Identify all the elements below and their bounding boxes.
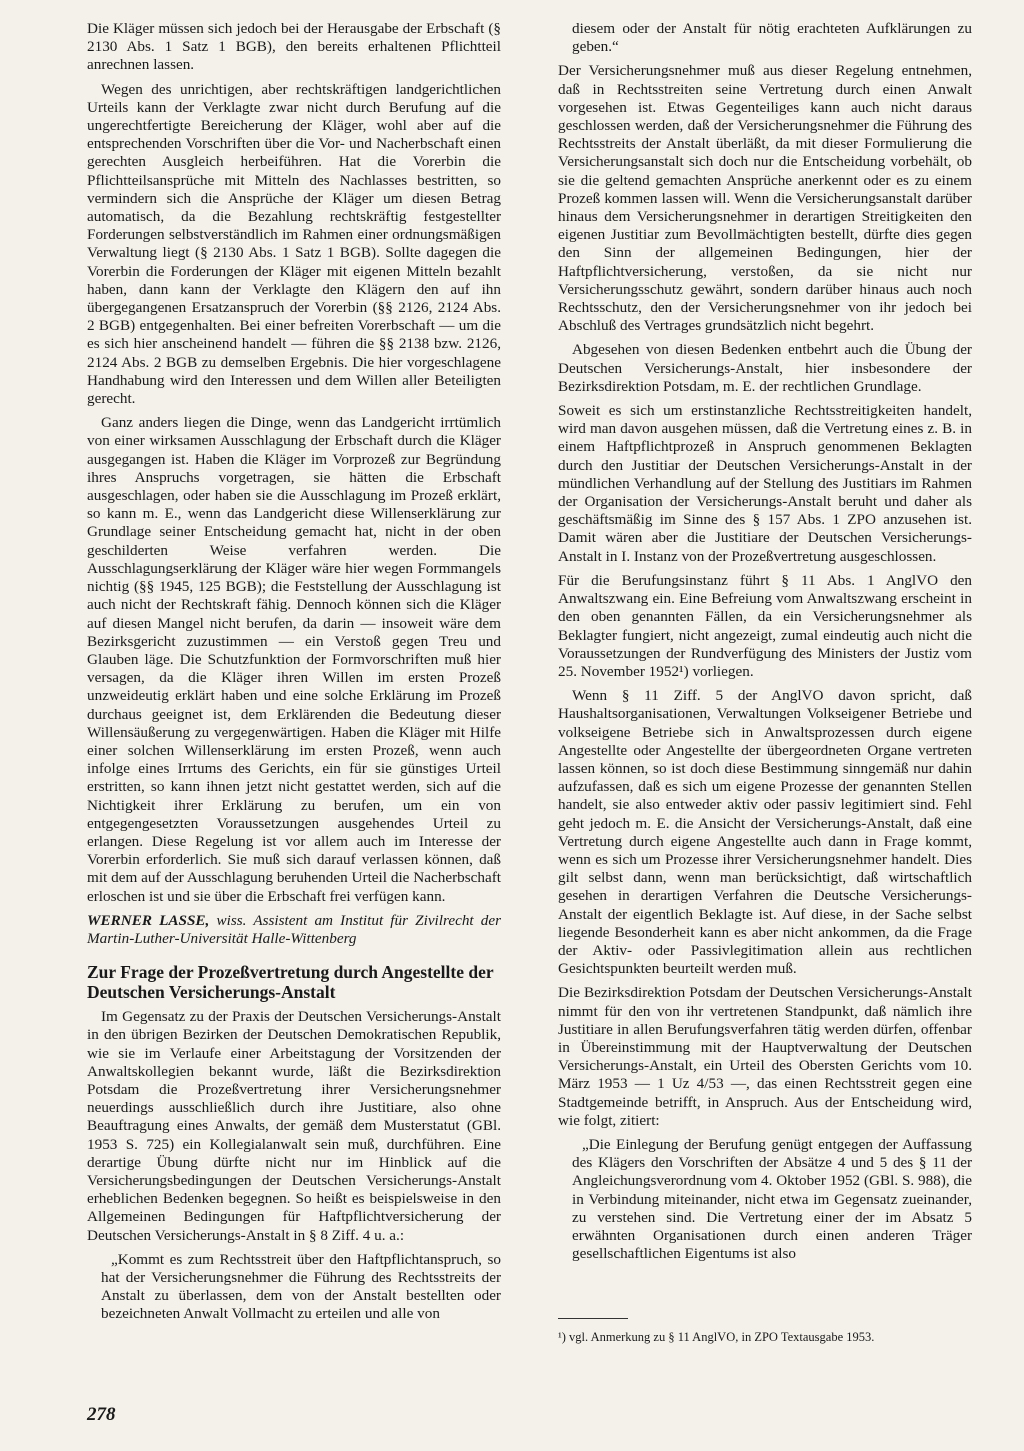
paragraph: Im Gegensatz zu der Praxis der Deutschen Versicherungs-Anstalt in den übrigen Bezirken der Deutschen Demokratischen Republik, wie sie im Verlaufe einer Arbeitstagung der Vorsitzenden der Anwaltskollegien bekannt wurde, läßt die Bezirksdirektion Potsdam die Prozeßvertretung ihrer Versicherungsnehmer neuerdings ausschließlich durch ihre Justitiare, also ohne Beauftragung eines Anwalts, der gemäß dem Musterstatut (GBl. 1953 S. 725) ein Kollegialanwalt sein muß, durchführen. Eine derartige Übung dürfte nicht nur im Hinblick auf die Versicherungsbedingungen der Deutschen Versicherungs-Anstalt erheblichen Bedenken begegnen. So heißt es beispielsweise in den Allgemeinen Bedingungen für Haftpflichtversicherung der Deutschen Versicherungs-Anstalt in § 8 Ziff. 4 u. a.: [87, 1008, 501, 1244]
page-number: 278 [87, 1404, 116, 1425]
paragraph: Wegen des unrichtigen, aber rechtskräftigen landgerichtlichen Urteils kann der Verklagte zwar nicht durch Berufung auf die ungerechtfertigte Bereicherung der Kläger, wohl aber auf die entsprechenden Vorschriften über die Vor- und Nacherbschaft einen gerechten Ausgleich herbeiführen. Hat die Vorerbin die Pflichtteilsansprüche mit Mitteln des Nachlasses bestritten, so vermindern sich die Ansprüche der Kläger um diesen Betrag automatisch, da die Bezahlung rechtskräftig festgestellter Forderungen selbstverständlich im Rahmen einer ordnungsmäßigen Verwaltung liegt (§ 2130 Abs. 1 Satz 1 BGB). Sollte dagegen die Vorerbin die Forderungen der Kläger mit eigenen Mitteln bezahlt haben, dann kann der Verklagte den Klägern den auf ihn übergegangenen Ersatzanspruch der Vorerbin (§§ 2126, 2124 Abs. 2 BGB) entgegenhalten. Bei einer befreiten Vorerbschaft — um die es sich hier anscheinend handelt — führen die §§ 2138 bzw. 2126, 2124 Abs. 2 BGB zu demselben Ergebnis. Die hier vorgeschlagene Handhabung wird den Interessen und dem Willen aller Beteiligten gerecht. [87, 80, 501, 408]
author-line [87, 912, 501, 948]
footnote: ¹) vgl. Anmerkung zu § 11 AnglVO, in ZPO Textausgabe 1953. [558, 1330, 875, 1344]
paragraph: Für die Berufungsinstanz führt § 11 Abs. 1 AnglVO den Anwaltszwang ein. Eine Befreiung vom Anwaltszwang erscheint in den oben genannten Fällen, da ein Versicherungsnehmer als Beklagter fungiert, nicht angezeigt, zumal eindeutig auch nicht die Voraussetzungen der Rundverfügung des Ministers der Justiz vom 25. November 1952¹) vorliegen. [558, 571, 972, 680]
article-heading: Zur Frage der Prozeßvertretung durch Angestellte der Deutschen Versicherungs-Anstalt [87, 962, 494, 1003]
quote: „Kommt es zum Rechtsstreit über den Haftpflichtanspruch, so hat der Versicherungsnehmer die Führung des Rechtsstreits der Anstalt zu überlassen, dem von der Anstalt bestellten oder bezeichneten Anwalt Vollmacht zu erteilen und alle von [101, 1250, 501, 1323]
quote-continuation: diesem oder der Anstalt für nötig erachteten Aufklärungen zu geben.“ [572, 20, 972, 56]
paragraph: Die Kläger müssen sich jedoch bei der Herausgabe der Erbschaft (§ 2130 Abs. 1 Satz 1 BGB), den bereits erhaltenen Pflichtteil anrechnen lassen. [87, 20, 501, 74]
paragraph: Die Bezirksdirektion Potsdam der Deutschen Versicherungs-Anstalt nimmt für den von ihr vertretenen Standpunkt, daß nämlich ihre Justitiare in allen Berufungsverfahren tätig werden dürfen, offenbar in Übereinstimmung mit der Hauptverwaltung der Deutschen Versicherungs-Anstalt, ein Urteil des Obersten Gerichts vom 10. März 1953 — 1 Uz 4/53 —, das einen Rechtsstreit gegen eine Stadtgemeinde betrifft, in Anspruch. Aus der Entscheidung wird, wie folgt, zitiert: [558, 984, 972, 1129]
footnote-divider [558, 1318, 628, 1319]
paragraph: Wenn § 11 Ziff. 5 der AnglVO davon spricht, daß Haushaltsorganisationen, Verwaltungen Volkseigener Betriebe und volkseigene Betriebe sich in Anwaltsprozessen durch eigene Angestellte oder Angestellte der übergeordneten Organe vertreten lassen können, so ist doch diese Bestimmung sinngemäß nur dahin aufzufassen, daß es sich um eigene Prozesse der genannten Stellen handelt, sie also entweder aktiv oder passiv legitimiert sind. Fehl geht jedoch m. E. die Ansicht der Versicherungs-Anstalt, daß eine Vertretung durch eigene Angestellte auch dann in Frage kommt, wenn es sich um Prozesse ihrer Versicherungsnehmer handelt. Dies gilt selbst dann, wenn man berücksichtigt, daß wirtschaftlich gesehen in derartigen Verfahren die Deutsche Versicherungs-Anstalt der eigentlich Beklagte ist. Auf diese, in der Sache selbst liegende Besonderheit kann es aber nicht ankommen, da die Frage der Aktiv- oder Passivlegitimation allein aus rechtlichen Gesichtspunkten beurteilt werden muß. [558, 687, 972, 978]
paragraph: Soweit es sich um erstinstanzliche Rechtsstreitigkeiten handelt, wird man davon ausgehen müssen, daß die Vertretung eines z. B. in einem Haftpflichtprozeß in Anspruch genommenen Beklagten durch den Justitiar der Deutschen Versicherungs-Anstalt in der mündlichen Verhandlung auf der Stellung des Justitiars im Rahmen der Organisation der Versicherungs-Anstalt beruht und daher als geschäftsmäßig im Sinne des § 157 Abs. 1 ZPO anzusehen ist. Damit wären aber die Justitiare der Deutschen Versicherungs-Anstalt in I. Instanz von der Prozeßvertretung ausgeschlossen. [558, 402, 972, 565]
quote: „Die Einlegung der Berufung genügt entgegen der Auffassung des Klägers den Vorschriften der Absätze 4 und 5 des § 11 der Angleichungsverordnung vom 4. Oktober 1952 (GBl. S. 988), die in Verbindung miteinander, nicht etwa im Gegensatz zueinander, zu verstehen sind. Die Vertretung einer der im Absatz 5 erwähnten Organisationen durch einen anderen Träger gesellschaftlichen Eigentums ist also [572, 1135, 972, 1263]
paragraph: Abgesehen von diesen Bedenken entbehrt auch die Übung der Deutschen Versicherungs-Anstalt, hier insbesondere der Bezirksdirektion Potsdam, m. E. der rechtlichen Grundlage. [558, 341, 972, 395]
paragraph: Ganz anders liegen die Dinge, wenn das Landgericht irrtümlich von einer wirksamen Ausschlagung der Erbschaft durch die Kläger ausgegangen ist. Haben die Kläger im Vorprozeß zur Begründung ihres Anspruchs vorgetragen, sie hätten die Erbschaft ausgeschlagen, oder haben sie die Ausschlagung im Prozeß erklärt, so kann m. E., wenn das Landgericht diese Willenserklärung zur Grundlage seiner Entscheidung gemacht hat, nicht in der oben geschilderten Weise verfahren werden. Die Ausschlagungserklärung der Kläger wäre hier wegen Formmangels nichtig (§§ 1945, 125 BGB); die Feststellung der Ausschlagung ist auch nicht der Rechtskraft fähig. Dennoch können sich die Kläger auf diesen Mangel nicht berufen, da darin — insoweit wäre dem Bezirksgericht zuzustimmen — ein Verstoß gegen Treu und Glauben läge. Die Schutzfunktion der Formvorschriften muß hier versagen, da die Kläger ihren Willen im ersten Prozeß unzweideutig erklärt haben und eine solche Erklärung im Prozeß durchaus geeignet ist, dem Erklärenden die Bedeutung dieser Willensäußerung zu vergegenwärtigen. Haben die Kläger mit Hilfe einer solchen Willenserklärung im ersten Prozeß, wenn auch infolge eines Irrtums des Gerichts, ein für sie günstiges Urteil erstritten, so kann ihnen jetzt nicht gestattet werden, sich auf die Nichtigkeit ihrer Erklärung zu berufen, um ein von entgegengesetzten Voraussetzungen ausgehendes Urteil zu erlangen. Diese Regelung ist vor allem auch im Interesse der Vorerbin erforderlich. Sie muß sich darauf verlassen können, daß mit dem auf der Ausschlagung beruhenden Urteil die Nacherbschaft erloschen ist und sie über die Erbschaft frei verfügen kann. [87, 414, 501, 905]
author-name: WERNER LASSE, [87, 911, 210, 929]
author-affiliation: wiss. Assistent am Institut für Zivilrecht der Martin-Luther-Universität Halle-Wittenberg [87, 911, 502, 947]
paragraph: Der Versicherungsnehmer muß aus dieser Regelung entnehmen, daß in Rechtsstreiten seine Vertretung durch einen Anwalt vorgesehen ist. Etwas Gegenteiliges kann auch nicht daraus geschlossen werden, daß der Versicherungsnehmer die Führung des Rechtsstreits der Anstalt überläßt, da mit dieser Formulierung die Versicherungsanstalt sich doch nur die Entscheidung vorbehält, ob sie die geltend gemachten Ansprüche anerkennt oder es zu einem Prozeß kommen lassen will. Wenn die Versicherungsanstalt darüber hinaus dem Versicherungsnehmer in derartigen Streitigkeiten den eigenen Justitiar zum Bevollmächtigten bestellt, dürfte dies gegen den Sinn der allgemeinen Bedingungen, hier der Haftpflichtversicherung, verstoßen, da sie nicht nur Versicherungsschutz gewährt, sondern darüber hinaus auch noch Rechtsschutz, den der Versicherungsnehmer von ihr jedoch bei Abschluß des Vertrages grundsätzlich nicht begehrt. [558, 62, 972, 335]
right-column [558, 20, 972, 1269]
left-column [87, 20, 501, 1330]
